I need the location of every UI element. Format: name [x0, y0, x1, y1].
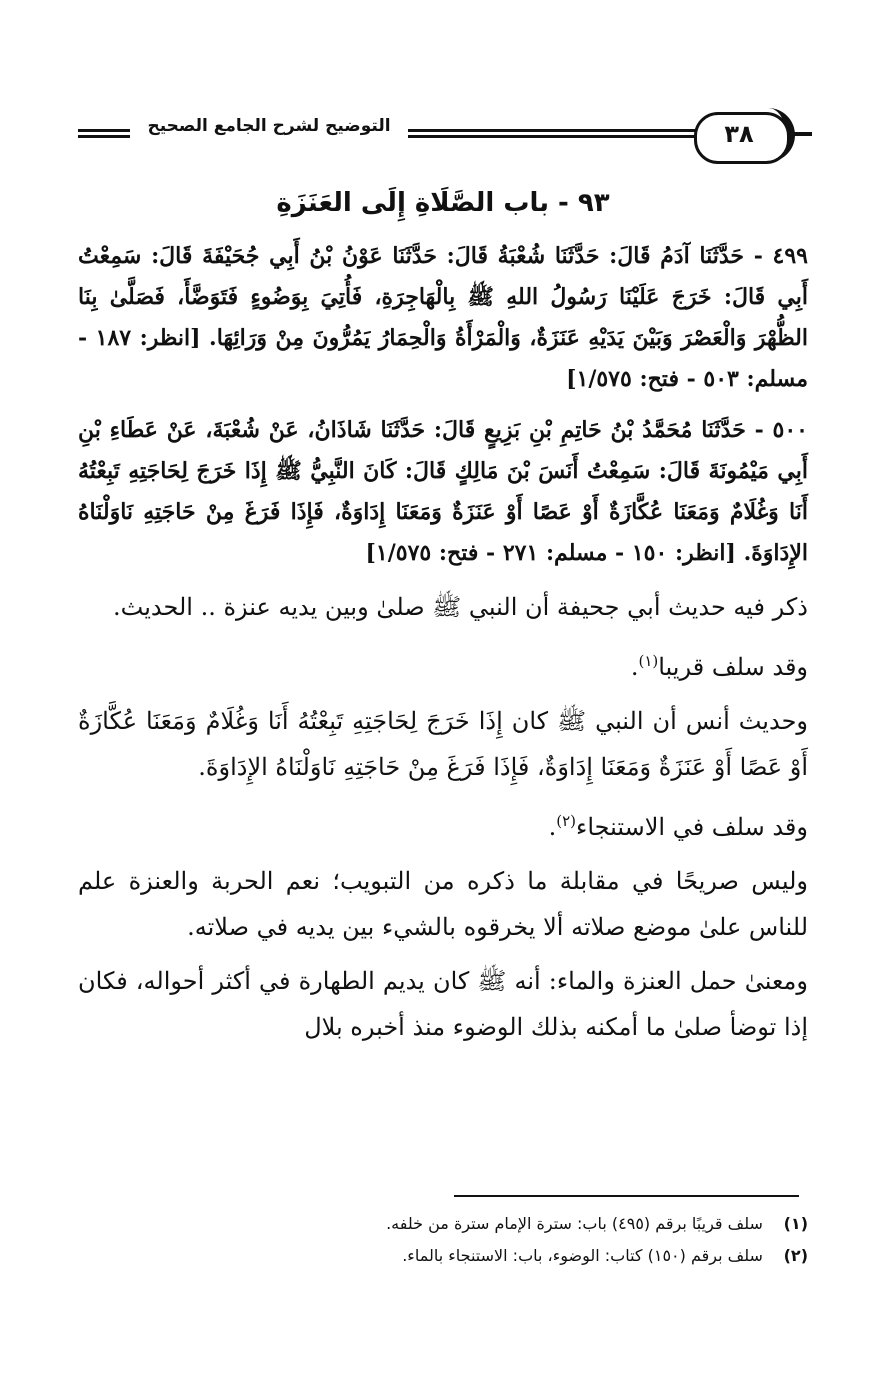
footnote — [78, 1240, 808, 1272]
footnote-number: (٢) — [783, 1246, 808, 1265]
footnote-number: (١) — [783, 1214, 808, 1233]
header-rule-right — [790, 132, 812, 136]
chapter-title: ٩٣ - باب الصَّلَاةِ إِلَى العَنَزَةِ — [276, 188, 610, 218]
hadith-reference: [انظر: ١٨٧ - مسلم: ٥٠٣ - فتح: ١/٥٧٥] — [78, 325, 808, 392]
hadith-text: ٤٩٩ - حَدَّثَنَا آدَمُ قَالَ: حَدَّثَنَا شُعْبَةُ قَالَ: حَدَّثَنَا عَوْنُ بْنُ أَبِي جُحَيْفَةَ قَالَ: سَمِعْتُ أَبِي قَالَ: خَرَجَ عَلَيْنَا رَسُولُ اللهِ ﷺ بِالْهَاجِرَةِ، فَأُتِيَ بِوَضُوءٍ فَتَوَضَّأَ، فَصَلَّىٰ بِنَا الظُّهْرَ وَالْعَصْرَ وَبَيْنَ يَدَيْهِ عَنَزَةٌ، وَالْمَرْأَةُ وَالْحِمَارُ يَمُرُّونَ مِنْ وَرَائِهَا. — [78, 243, 808, 351]
page-number: ٣٨ — [724, 120, 754, 148]
footnote-marker: (٢) — [556, 812, 577, 830]
hadith-text: ٥٠٠ - حَدَّثَنَا مُحَمَّدُ بْنُ حَاتِمِ بْنِ بَزِيعٍ قَالَ: حَدَّثَنَا شَاذَانُ، عَنْ شُعْبَةَ، عَنْ عَطَاءِ بْنِ أَبِي مَيْمُونَةَ قَالَ: سَمِعْتُ أَنَسَ بْنَ مَالِكٍ قَالَ: كَانَ النَّبِيُّ ﷺ إِذَا خَرَجَ لِحَاجَتِهِ تَبِعْتُهُ أَنَا وَغُلَامٌ وَمَعَنَا عُكَّازَةٌ أَوْ عَصًا أَوْ عَنَزَةٌ وَمَعَنَا إِدَاوَةٌ، فَإِذَا فَرَغَ مِنْ حَاجَتِهِ نَاوَلْنَاهُ الإِدَاوَةَ. — [78, 417, 808, 566]
hadith-reference: [انظر: ١٥٠ - مسلم: ٢٧١ - فتح: ١/٥٧٥] — [365, 540, 736, 566]
commentary-paragraph — [78, 798, 808, 850]
header-rule-left — [78, 129, 130, 141]
commentary-paragraph — [78, 638, 808, 690]
commentary-text: وقد سلف قريبا — [658, 653, 808, 681]
footnotes — [78, 1208, 808, 1272]
main-text — [78, 180, 808, 1058]
commentary-tail: . — [630, 653, 639, 681]
footnote-text: سلف برقم (١٥٠) كتاب: الوضوء، باب: الاستنجاء بالماء. — [402, 1246, 763, 1265]
commentary-paragraph: ومعنىٰ حمل العنزة والماء: أنه ﷺ كان يديم الطهارة في أكثر أحواله، فكان إذا توضأ صلىٰ ما أمكنه بذلك الوضوء منذ أخبره بلال — [78, 967, 808, 1041]
commentary-paragraph: ذكر فيه حديث أبي جحيفة أن النبي ﷺ صلىٰ وبين يديه عنزة .. الحديث. — [113, 593, 808, 621]
running-header — [78, 108, 808, 164]
commentary-paragraph: وحديث أنس أن النبي ﷺ كان إِذَا خَرَجَ لِحَاجَتِهِ تَبِعْتُهُ أَنَا وَغُلَامٌ وَمَعَنَا عُكَّازَةٌ أَوْ عَصًا أَوْ عَنَزَةٌ وَمَعَنَا إِدَاوَةٌ، فَإِذَا فَرَغَ مِنْ حَاجَتِهِ نَاوَلْنَاهُ الإِدَاوَةَ. — [78, 707, 808, 781]
footnote-marker: (١) — [638, 652, 659, 670]
commentary-text: وقد سلف في الاستنجاء — [576, 813, 808, 841]
book-title: التوضيح لشرح الجامع الصحيح — [147, 116, 391, 136]
commentary-paragraph: وليس صريحًا في مقابلة ما ذكره من التبويب؛ نعم الحربة والعنزة علم للناس علىٰ موضع صلاته ألا يخرقوه بالشيء بين يديه في صلاته. — [78, 867, 808, 941]
footnote — [78, 1208, 808, 1240]
footnote-text: سلف قريبًا برقم (٤٩٥) باب: سترة الإمام سترة من خلفه. — [386, 1214, 763, 1233]
commentary-tail: . — [548, 813, 557, 841]
hadith-500 — [78, 410, 808, 574]
footnote-separator — [454, 1195, 799, 1197]
hadith-499 — [78, 236, 808, 400]
